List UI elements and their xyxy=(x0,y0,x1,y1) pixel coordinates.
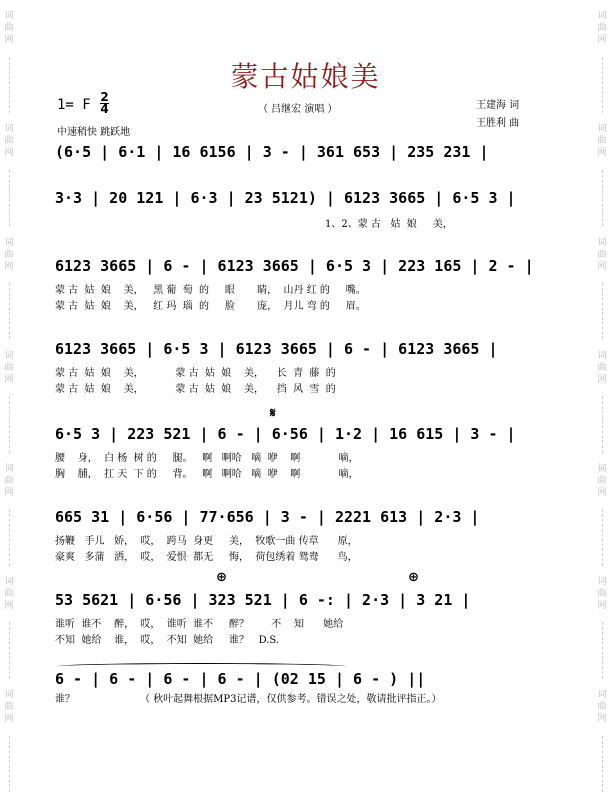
watermark-char: 词 xyxy=(597,350,607,361)
notation: (6·5 | 6·1 | 16 6156 | 3 - | 361 653 | 235 231 | xyxy=(55,143,489,161)
watermark-divider xyxy=(9,396,10,453)
key-signature: 1= F xyxy=(57,97,91,113)
watermark-divider xyxy=(602,622,603,679)
notation: 6123 3665 | 6·5 3 | 6123 3665 | 6 - | 6123 3665 | xyxy=(55,340,498,358)
meter-bottom: 4 xyxy=(100,102,109,116)
watermark-char: 曲 xyxy=(597,136,607,147)
lyric-verse-2: 豪爽 多蒲 洒， 哎， 爱恨 都无 悔， 荷包绣着 鸳鸯 鸟， xyxy=(55,552,358,563)
watermark-char: 网 xyxy=(597,487,607,498)
watermark-char: 网 xyxy=(597,148,607,159)
watermark-char: 曲 xyxy=(597,702,607,713)
watermark-group xyxy=(4,453,13,510)
coda-sign-1: ⊕ xyxy=(216,570,227,585)
watermark-char: 词 xyxy=(597,690,607,701)
watermark-divider xyxy=(602,509,603,566)
notation: 665 31 | 6·56 | 77·656 | 3 - | 2221 613 | 2·3 | xyxy=(55,508,480,526)
watermark-char: 网 xyxy=(4,148,14,159)
singer-credit: （ 吕继宏 演唱 ） xyxy=(258,104,338,115)
watermark-divider xyxy=(602,170,603,227)
watermark-char: 曲 xyxy=(4,475,14,486)
watermark-group xyxy=(4,566,13,623)
watermark-char: 网 xyxy=(4,714,14,725)
lyric-verse-2: 蒙 古 姑 娘 美， 蒙 古 姑 娘 美， 挡 风 雪 的 xyxy=(55,384,336,395)
watermark-char: 曲 xyxy=(4,136,14,147)
watermark-char: 词 xyxy=(597,124,607,135)
watermark-char: 曲 xyxy=(597,23,607,34)
right-watermark-strip xyxy=(595,0,609,792)
watermark-char: 网 xyxy=(4,601,14,612)
lyric-verse-1: 扬鞭 手儿 娇， 哎， 跨马 身更 美， 牧歌一曲 传草 原， xyxy=(55,536,358,547)
watermark-char: 曲 xyxy=(4,362,14,373)
watermark-divider xyxy=(602,736,603,792)
watermark-group xyxy=(597,566,606,623)
meter-top: 2 xyxy=(100,90,109,104)
left-watermark-strip xyxy=(2,0,16,792)
watermark-char: 词 xyxy=(597,11,607,22)
notation: 6·5 3 | 223 521 | 6 - | 6·56 | 1·2 | 16 615 | 3 - | xyxy=(55,425,516,443)
watermark-char: 词 xyxy=(4,11,14,22)
lyric-verse-2: 蒙 古 姑 娘 美， 红 玛 瑙 的 脸 庞， 月儿 弯 的 眉。 xyxy=(55,301,366,312)
watermark-char: 网 xyxy=(4,374,14,385)
notation: 6 - | 6 - | 6 - | 6 - | (02 15 | 6 - ) || xyxy=(55,670,426,688)
watermark-divider xyxy=(602,396,603,453)
watermark-char: 词 xyxy=(4,463,14,474)
segno-sign: 𝄋 xyxy=(270,406,276,421)
lyric-verse-2: 胸 脯， 扛 天 下 的 背。 啊 啊哈 嘀 咿 啊 嘀， xyxy=(55,469,359,480)
lyric-verse-1: 腰 身， 白 杨 树 的 腿。 啊 啊哈 嘀 咿 啊 嘀， xyxy=(55,453,359,464)
watermark-group xyxy=(597,679,606,736)
watermark-char: 曲 xyxy=(4,23,14,34)
watermark-group xyxy=(4,113,13,170)
transcriber-note: （ 秋叶起舞根据MP3记谱，仅供参考。错误之处，敬请批评指正。） xyxy=(140,694,442,705)
song-title: 蒙古姑娘美 xyxy=(230,60,381,93)
watermark-group xyxy=(597,339,606,396)
watermark-char: 词 xyxy=(597,577,607,588)
watermark-char: 网 xyxy=(597,714,607,725)
watermark-char: 网 xyxy=(597,261,607,272)
watermark-group xyxy=(4,226,13,283)
lyric-verse-1: 谁？ xyxy=(55,694,75,705)
watermark-char: 曲 xyxy=(4,589,14,600)
watermark-char: 曲 xyxy=(597,362,607,373)
watermark-char: 曲 xyxy=(4,249,14,260)
watermark-char: 词 xyxy=(4,690,14,701)
lyric-verse-2: 不知 她给 谁， 哎， 不知 她给 谁？ D.S. xyxy=(55,635,280,646)
time-signature xyxy=(100,92,109,115)
watermark-char: 词 xyxy=(597,237,607,248)
watermark-char: 曲 xyxy=(597,249,607,260)
watermark-char: 曲 xyxy=(597,475,607,486)
watermark-group xyxy=(597,0,606,57)
watermark-char: 词 xyxy=(4,124,14,135)
lyric-verse-1: 蒙 古 姑 娘 美， 黑 葡 萄 的 眼 睛， 山丹 红 的 嘴。 xyxy=(55,285,366,296)
notation: 3·3 | 20 121 | 6·3 | 23 5121) | 6123 3665 | 6·5 3 | xyxy=(55,189,516,207)
watermark-divider xyxy=(9,509,10,566)
coda-sign-2: ⊕ xyxy=(408,570,419,585)
watermark-group xyxy=(597,113,606,170)
watermark-char: 网 xyxy=(4,261,14,272)
lyric-verse-1: 1、2、蒙 古 姑 娘 美， xyxy=(325,219,453,230)
notation: 6123 3665 | 6 - | 6123 3665 | 6·5 3 | 223 165 | 2 - | xyxy=(55,257,534,275)
watermark-divider xyxy=(9,736,10,792)
watermark-char: 词 xyxy=(4,237,14,248)
watermark-char: 网 xyxy=(4,487,14,498)
watermark-group xyxy=(597,453,606,510)
watermark-char: 曲 xyxy=(4,702,14,713)
lyric-verse-1: 蒙 古 姑 娘 美， 蒙 古 姑 娘 美， 长 青 藤 的 xyxy=(55,368,336,379)
watermark-group xyxy=(4,0,13,57)
watermark-group xyxy=(4,679,13,736)
watermark-divider xyxy=(602,283,603,340)
watermark-char: 网 xyxy=(597,35,607,46)
watermark-group xyxy=(4,339,13,396)
watermark-group xyxy=(597,226,606,283)
notation: 53 5621 | 6·56 | 323 521 | 6 -: | 2·3 | 3 21 | xyxy=(55,591,471,609)
lyric-verse-1: 谁听 谁不 醉， 哎， 谁听 谁不 醉？ 不 知 她给 xyxy=(55,619,344,630)
composer-credit: 王胜利 曲 xyxy=(476,118,520,129)
watermark-divider xyxy=(9,622,10,679)
watermark-char: 词 xyxy=(4,350,14,361)
watermark-char: 词 xyxy=(4,577,14,588)
watermark-char: 网 xyxy=(597,601,607,612)
tempo-marking: 中速稍快 跳跃地 xyxy=(57,127,131,138)
watermark-char: 网 xyxy=(597,374,607,385)
lyricist-credit: 王建海 词 xyxy=(476,100,520,111)
watermark-char: 词 xyxy=(597,463,607,474)
watermark-char: 网 xyxy=(4,35,14,46)
watermark-char: 曲 xyxy=(597,589,607,600)
watermark-divider xyxy=(9,170,10,227)
watermark-divider xyxy=(9,283,10,340)
